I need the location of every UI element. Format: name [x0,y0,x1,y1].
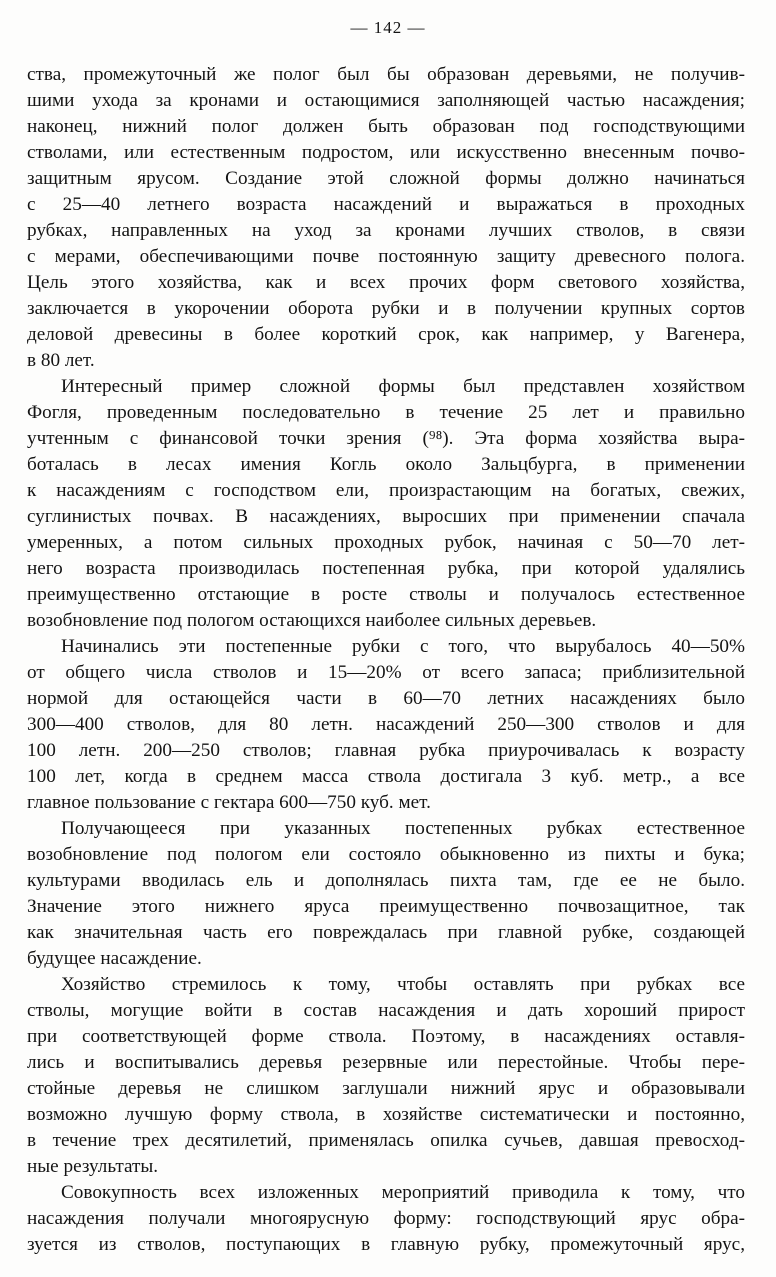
paragraph [27,972,745,1180]
text-line: 100 летн. 200—250 стволов; главная рубка приурочивалась к возрасту [27,740,745,761]
text-line: боталась в лесах имения Когль около Зальцбурга, в применении [27,454,745,475]
text-line: рубках, направленных на уход за кронами лучших стволов, в связи [27,220,745,241]
text-line: ные результаты. [27,1156,159,1177]
paragraph [27,1180,745,1258]
text-line: шими ухода за кронами и остающимися заполняющей частью насаждения; [27,90,745,111]
text-line: деловой древесины в более короткий срок, как например, у Вагенера, [27,324,745,345]
text-line: стволами, или естественным подростом, или искусственно внесенным почво- [27,142,745,163]
paragraph [27,374,745,634]
text-line: зуется из стволов, поступающих в главную рубку, промежуточный ярус, [27,1234,745,1255]
text-line: стволы, могущие войти в состав насаждения и дать хороший прирост [27,1000,745,1021]
text-line: главное пользование с гектара 600—750 куб. мет. [27,792,431,813]
text-line: Фогля, проведенным последовательно в течение 25 лет и правильно [27,402,745,423]
paragraph [27,816,745,972]
text-line: суглинистых почвах. В насаждениях, выросших при применении спачала [27,506,745,527]
text-line: будущее насаждение. [27,948,202,969]
text-line: стойные деревья не слишком заглушали нижний ярус и образовывали [27,1078,745,1099]
text-line: заключается в укорочении оборота рубки и в получении крупных сортов [27,298,745,319]
text-line: с мерами, обеспечивающими почве постоянную защиту древесного полога. [27,246,745,267]
text-line: учтенным с финансовой точки зрения (⁹⁸). Эта форма хозяйства выра- [27,428,745,449]
paragraph [27,62,745,374]
text-line: в течение трех десятилетий, применялась опилка сучьев, давшая превосход- [27,1130,745,1151]
text-line: ства, промежуточный же полог был бы образован деревьями, не получив- [27,64,745,85]
body-text [27,62,745,1258]
text-line: возобновление под пологом ели состояло обыкновенно из пихты и бука; [27,844,745,865]
text-line: Значение этого нижнего яруса преимущественно почвозащитное, так [27,896,745,917]
text-line: нормой для остающейся части в 60—70 летних насаждениях было [27,688,745,709]
text-line: Начинались эти постепенные рубки с того, что вырубалось 40—50% [61,636,745,657]
text-line: Получающееся при указанных постепенных рубках естественное [61,818,745,839]
text-line: при соответствующей форме ствола. Поэтому, в насаждениях оставля- [27,1026,745,1047]
text-line: лись и воспитывались деревья резервные или перестойные. Чтобы пере- [27,1052,745,1073]
text-line: как значительная часть его повреждалась при главной рубке, создающей [27,922,745,943]
text-line: к насаждениям с господством ели, произрастающим на богатых, свежих, [27,480,745,501]
text-line: культурами вводилась ель и дополнялась пихта там, где ее не было. [27,870,745,891]
text-line: насаждения получали многоярусную форму: господствующий ярус обра- [27,1208,745,1229]
text-line: защитным ярусом. Создание этой сложной формы должно начинаться [27,168,745,189]
paragraph [27,634,745,816]
text-line: Совокупность всех изложенных мероприятий приводила к тому, что [61,1182,745,1203]
text-line: преимущественно отстающие в росте стволы и получалось естественное [27,584,745,605]
text-line: 100 лет, когда в среднем масса ствола достигала 3 куб. метр., а все [27,766,745,787]
text-line: умеренных, а потом сильных проходных рубок, начиная с 50—70 лет- [27,532,745,553]
text-line: 300—400 стволов, для 80 летн. насаждений 250—300 стволов и для [27,714,745,735]
text-line: него возраста производилась постепенная рубка, при которой удалялись [27,558,745,579]
text-line: с 25—40 летнего возраста насаждений и выражаться в проходных [27,194,745,215]
text-line: возможно лучшую форму ствола, в хозяйстве систематически и постоянно, [27,1104,745,1125]
text-line: возобновление под пологом остающихся наиболее сильных деревьев. [27,610,597,631]
text-line: Цель этого хозяйства, как и всех прочих форм светового хозяйства, [27,272,745,293]
text-line: наконец, нижний полог должен быть образован под господствующими [27,116,745,137]
text-line: Хозяйство стремилось к тому, чтобы оставлять при рубках все [61,974,745,995]
page-number: — 142 — [350,18,426,37]
text-line: Интересный пример сложной формы был представлен хозяйством [61,376,745,397]
text-line: от общего числа стволов и 15—20% от всего запаса; приблизительной [27,662,745,683]
text-line: в 80 лет. [27,350,95,371]
